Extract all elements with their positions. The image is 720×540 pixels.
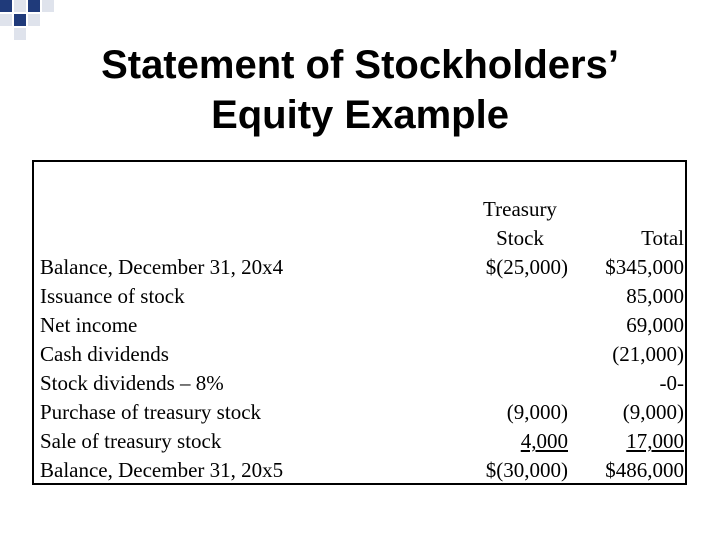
- total-value: $486,000: [605, 458, 684, 482]
- table-row: [34, 369, 685, 398]
- table-row: [34, 340, 685, 369]
- table-row: [34, 311, 685, 340]
- total-value: 69,000: [626, 313, 684, 337]
- row-label: Issuance of stock: [40, 284, 185, 308]
- equity-table: [32, 160, 687, 485]
- table-row: [34, 282, 685, 311]
- row-label: Cash dividends: [40, 342, 169, 366]
- table-row: [34, 456, 685, 485]
- table-row: [34, 398, 685, 427]
- header-total: Total: [641, 226, 684, 250]
- treasury-value: (9,000): [506, 400, 568, 424]
- total-value: -0-: [659, 371, 684, 395]
- row-label: Balance, December 31, 20x4: [40, 255, 284, 279]
- total-value: $345,000: [605, 255, 684, 279]
- header-treasury-line-1: Treasury: [483, 197, 557, 221]
- table-row: [34, 427, 685, 456]
- treasury-value: 4,000: [520, 429, 568, 453]
- table-row: [34, 253, 685, 282]
- treasury-value: $(25,000): [485, 255, 568, 279]
- row-label: Net income: [40, 313, 138, 337]
- treasury-value: $(30,000): [485, 458, 568, 482]
- title-line-1: Statement of Stockholders’: [101, 43, 619, 87]
- row-label: Sale of treasury stock: [40, 429, 222, 453]
- page-title: [60, 40, 660, 140]
- title-line-2: Equity Example: [211, 93, 509, 137]
- row-label: Stock dividends – 8%: [40, 371, 224, 395]
- total-value: (21,000): [612, 342, 684, 366]
- decorative-squares-icon: [0, 0, 60, 40]
- total-value: 85,000: [626, 284, 684, 308]
- total-value: 17,000: [626, 429, 684, 453]
- header-treasury-line-2: Stock: [496, 226, 544, 250]
- total-value: (9,000): [622, 400, 684, 424]
- row-label: Purchase of treasury stock: [40, 400, 262, 424]
- row-label: Balance, December 31, 20x5: [40, 458, 284, 482]
